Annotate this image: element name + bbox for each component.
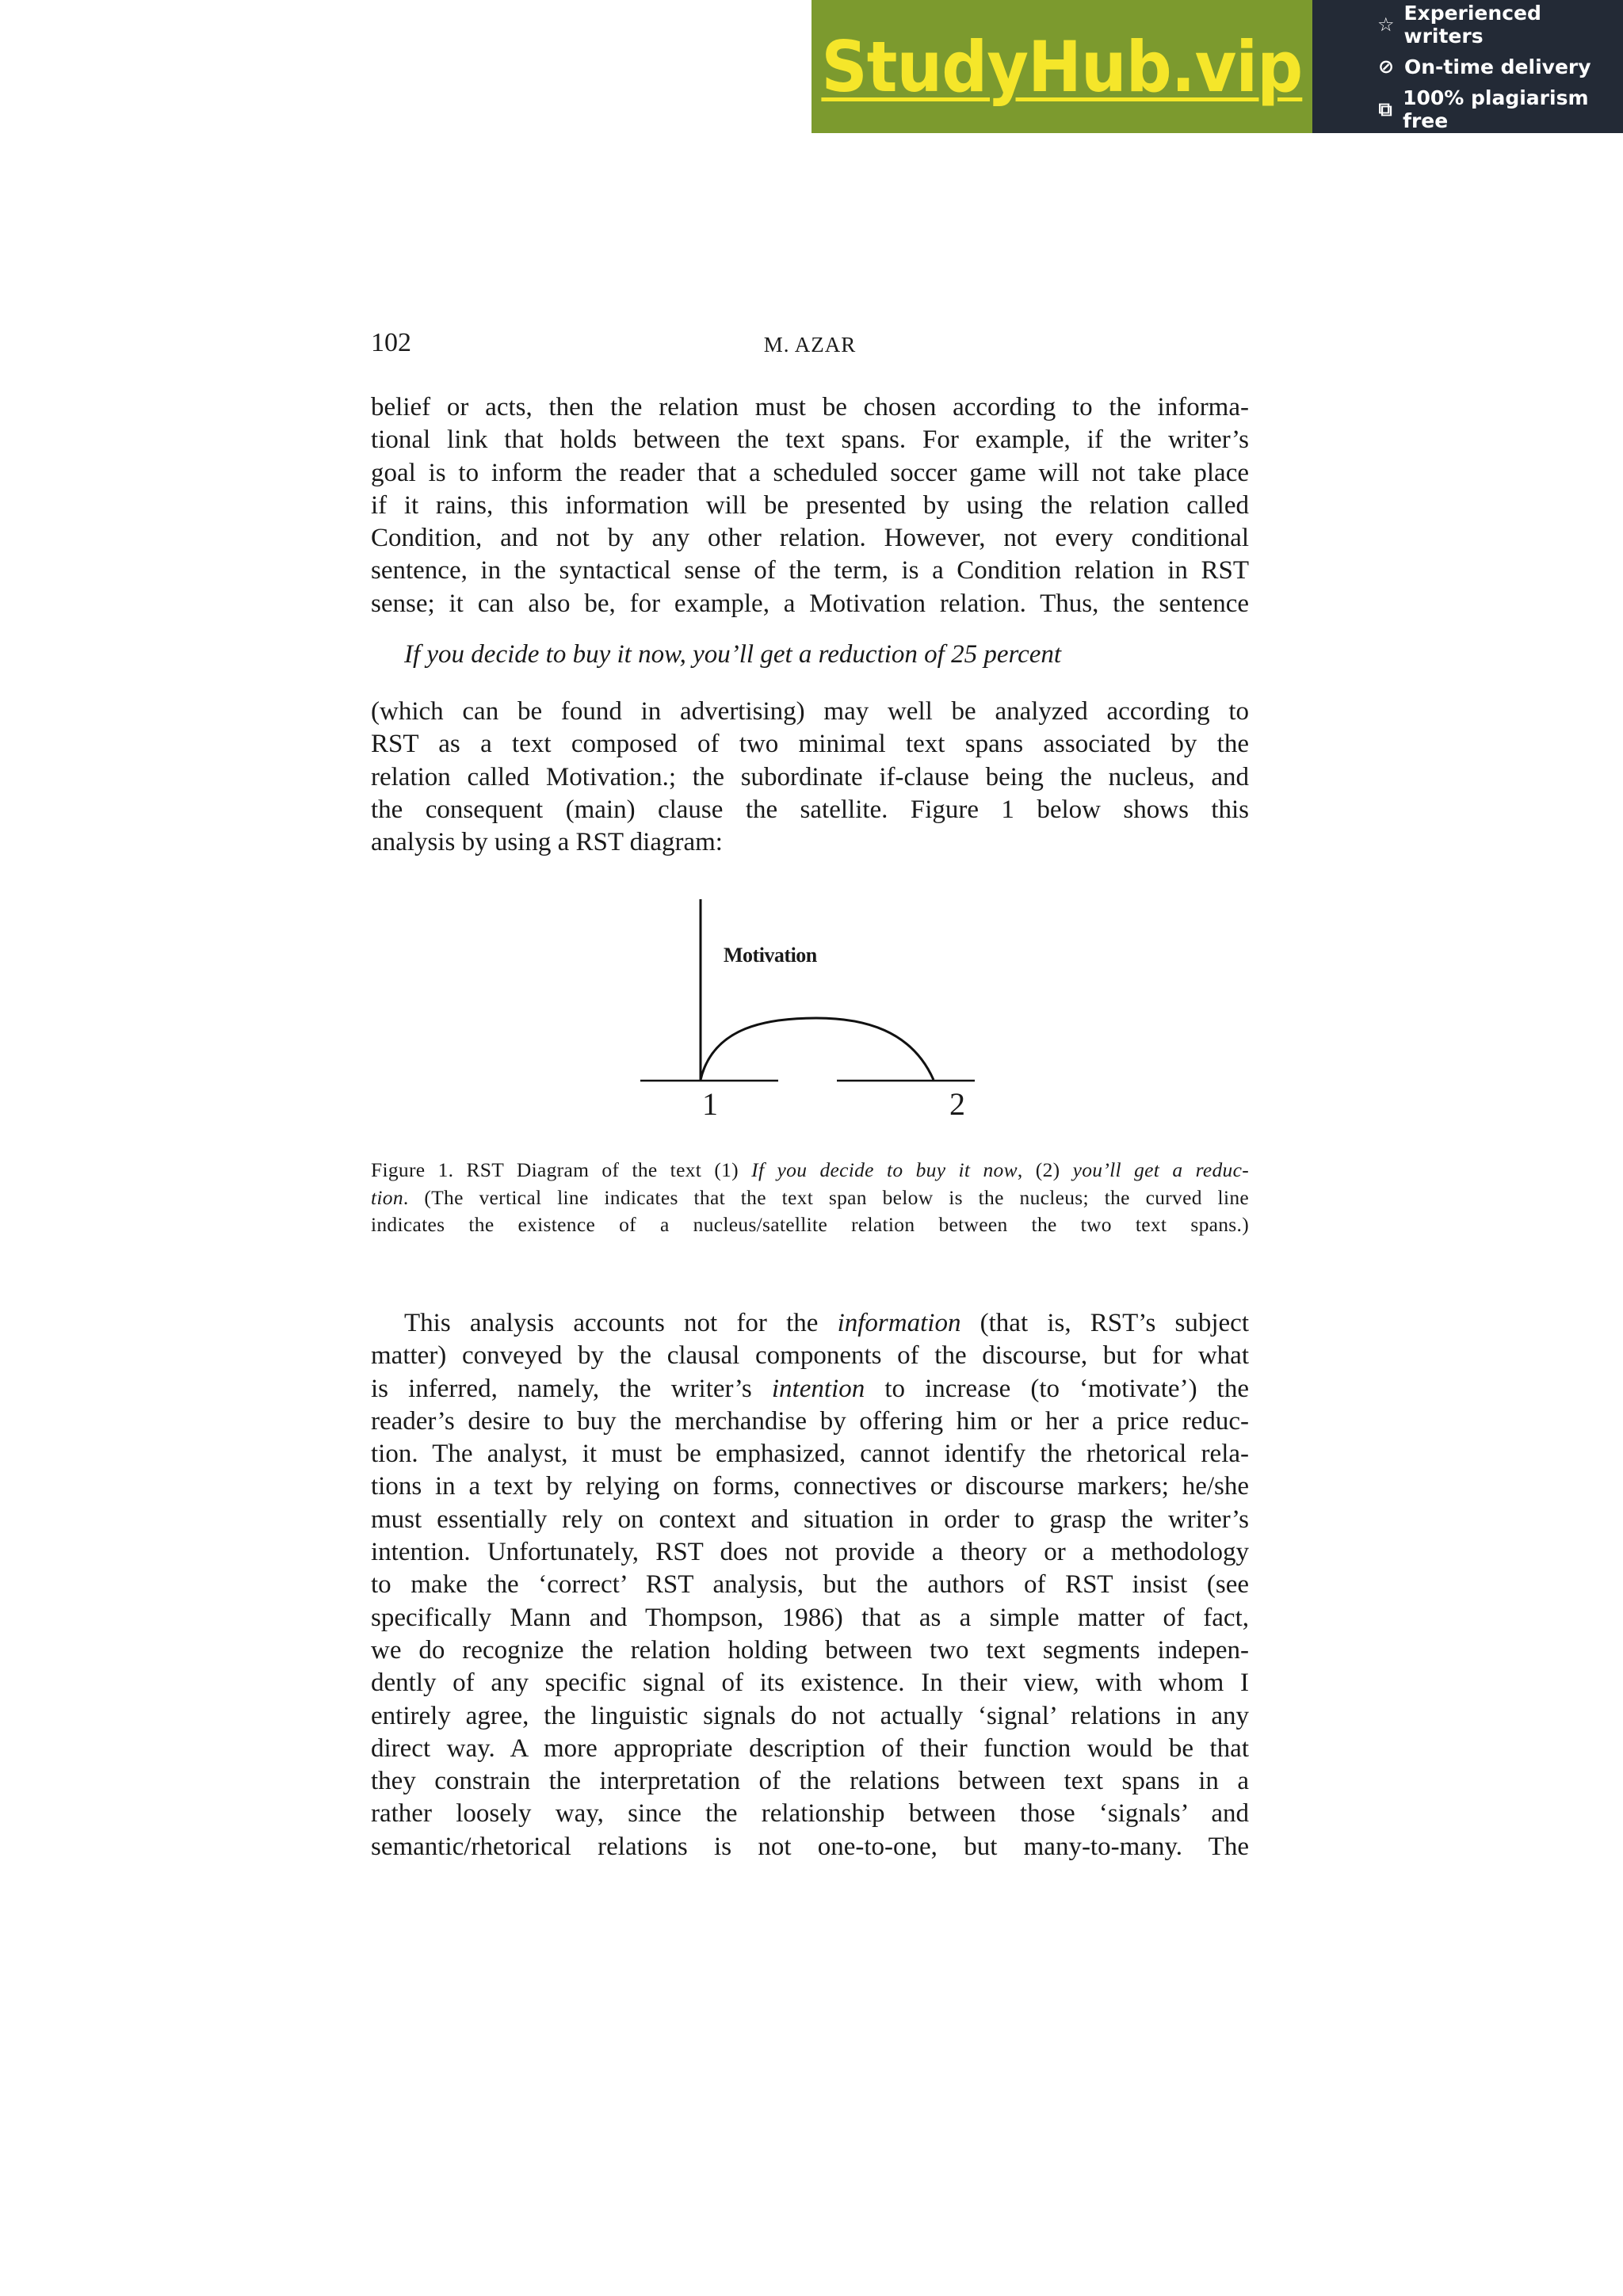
text-line: tion. The analyst, it must be emphasized, cannot identify the rhetorical rela-	[371, 1440, 1249, 1469]
banner-logo-area[interactable]	[812, 0, 1312, 133]
text-line: reader’s desire to buy the merchandise by offering him or her a price reduc-	[371, 1406, 1249, 1436]
paragraph-3	[371, 1307, 1249, 1863]
text-span: is inferred, namely, the writer’s	[371, 1374, 772, 1403]
studyhub-banner[interactable]	[812, 0, 1623, 133]
text-line: to make the ‘correct’ RST analysis, but the authors of RST insist (see	[371, 1570, 1249, 1600]
text-line: specifically Mann and Thompson, 1986) that as a simple matter of fact,	[371, 1603, 1249, 1632]
caption-text: . (The vertical line indicates that the text span below is the nucleus; the curved line	[403, 1185, 1249, 1209]
text-line: Condition, and not by any other relation. However, not every conditional	[371, 524, 1249, 553]
italic-term: information	[837, 1309, 961, 1337]
text-line: sentence, in the syntactical sense of the term, is a Condition relation in RST	[371, 556, 1249, 585]
text-line: RST as a text composed of two minimal text spans associated by the	[371, 730, 1249, 759]
figure-caption	[371, 1157, 1249, 1239]
text-line: we do recognize the relation holding between two text segments indepen-	[371, 1635, 1249, 1665]
text-line: must essentially rely on context and situation in order to grasp the writer’s	[371, 1505, 1249, 1534]
star-outline-icon: ☆	[1377, 13, 1395, 36]
paragraph-2	[371, 696, 1249, 859]
text-line: analysis by using a RST diagram:	[371, 828, 723, 857]
feature-text: Experienced writers	[1403, 1, 1541, 48]
feature-text: 100% plagiarism free	[1403, 86, 1589, 132]
text-line: if it rains, this information will be presented by using the relation called	[371, 490, 1249, 520]
text-line: they constrain the interpretation of the relations between text spans in a	[371, 1767, 1249, 1796]
text-line: rather loosely way, since the relationship between those ‘signals’ and	[371, 1799, 1249, 1829]
text-line: belief or acts, then the relation must be chosen according to the informa-	[371, 393, 1249, 421]
text-line: intention. Unfortunately, RST does not provide a theory or a methodology	[371, 1538, 1249, 1567]
running-head: M. AZAR	[763, 333, 857, 357]
text-line: sense; it can also be, for example, a Motivation relation. Thus, the sentence	[371, 589, 1249, 618]
span-1-label: 1	[702, 1086, 718, 1122]
text-span: (that is, RST’s subject	[960, 1309, 1249, 1337]
span-2-label: 2	[949, 1086, 965, 1122]
caption-text: , (2)	[1017, 1158, 1073, 1181]
relation-label: Motivation	[724, 944, 817, 967]
text-line: direct way. A more appropriate description of their function would be that	[371, 1733, 1249, 1763]
italic-term: intention	[771, 1374, 865, 1403]
example-sentence: If you decide to buy it now, you’ll get a reduction of 25 percent	[404, 640, 1062, 669]
caption-italic: If you decide to buy it now	[751, 1158, 1018, 1181]
text-span: This analysis accounts not for the	[404, 1309, 838, 1337]
text-line: semantic/rhetorical relations is not one-to-one, but many-to-many. The	[371, 1832, 1249, 1861]
feature-item	[1376, 55, 1623, 78]
rst-diagram	[634, 891, 983, 1129]
text-line	[371, 1307, 1249, 1340]
text-span: to increase (to ‘motivate’) the	[865, 1374, 1249, 1403]
paragraph-1	[371, 391, 1249, 620]
studyhub-logo[interactable]: StudyHub.vip	[821, 25, 1303, 108]
text-line: tions in a text by relying on forms, connectives or discourse markers; he/she	[371, 1472, 1249, 1501]
text-line: tional link that holds between the text spans. For example, if the writer’s	[371, 425, 1249, 455]
text-line: dently of any specific signal of its existence. In their view, with whom I	[371, 1669, 1249, 1698]
caption-line	[371, 1157, 1249, 1184]
text-line: the consequent (main) clause the satellite. Figure 1 below shows this	[371, 795, 1249, 824]
caption-line	[371, 1184, 1249, 1212]
caption-italic: you’ll get a reduc-	[1072, 1158, 1249, 1181]
feature-item	[1376, 2, 1623, 48]
caption-line: indicates the existence of a nucleus/satellite relation between the two text spans.)	[371, 1213, 1249, 1236]
text-line: matter) conveyed by the clausal components of the discourse, but for what	[371, 1341, 1249, 1371]
feature-text: On-time delivery	[1404, 55, 1591, 78]
caption-italic: tion	[371, 1185, 403, 1209]
banner-features	[1312, 0, 1623, 133]
caption-text: Figure 1. RST Diagram of the text (1)	[371, 1158, 752, 1181]
rst-diagram-lines	[634, 891, 983, 1129]
copy-icon: ⧉	[1378, 97, 1392, 120]
text-line: entirely agree, the linguistic signals do not actually ‘signal’ relations in any	[371, 1701, 1249, 1730]
relation-arc	[701, 1018, 934, 1080]
text-line	[371, 1373, 1249, 1405]
text-line: goal is to inform the reader that a scheduled soccer game will not take place	[371, 458, 1249, 487]
feature-item	[1376, 86, 1623, 132]
page-number: 102	[371, 328, 411, 357]
page-header	[371, 328, 1249, 360]
clock-icon: ⊘	[1377, 55, 1395, 78]
text-line: relation called Motivation.; the subordinate if-clause being the nucleus, and	[371, 762, 1249, 791]
text-line: (which can be found in advertising) may well be analyzed according to	[371, 697, 1249, 726]
